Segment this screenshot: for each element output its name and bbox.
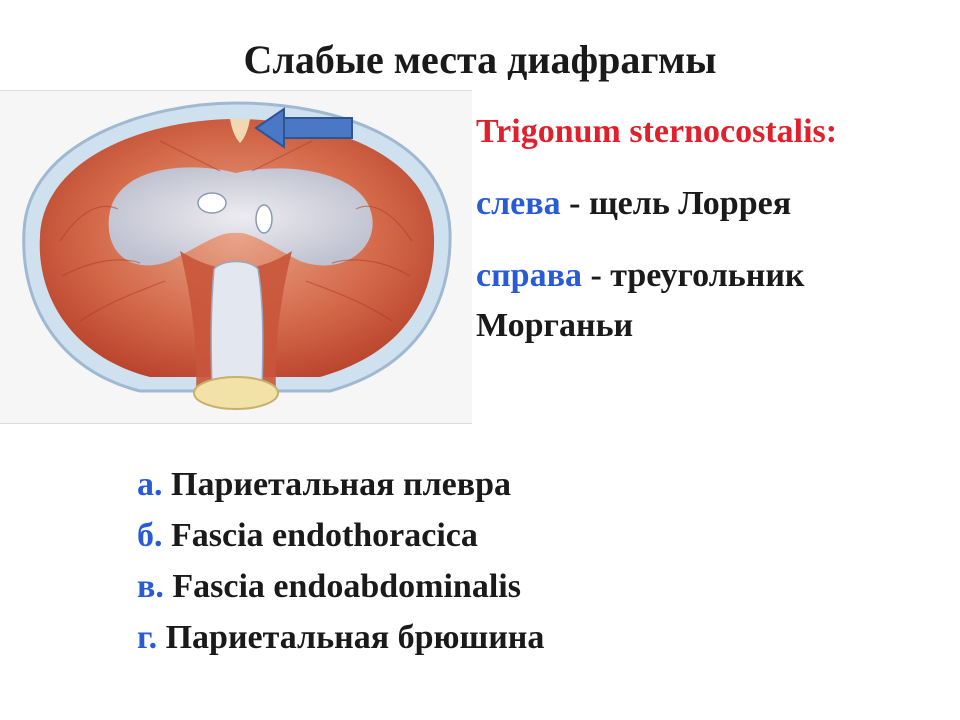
- vertebral-body: [194, 377, 278, 409]
- slide-title: Слабые места диафрагмы: [243, 37, 717, 82]
- diaphragm-illustration: [0, 91, 472, 423]
- layer-letter: б.: [137, 517, 163, 554]
- right-gap-text: - треугольник: [581, 257, 805, 294]
- layer-item: [137, 618, 544, 658]
- right-word: справа: [476, 257, 582, 294]
- layer-text: Париетальная плевра: [162, 466, 512, 503]
- right-gap-line: [476, 256, 805, 296]
- right-gap-line-2: Морганьи: [476, 307, 634, 344]
- layer-item: [137, 465, 511, 505]
- layer-item: [137, 567, 521, 607]
- left-gap-text: - щель Лоррея: [560, 185, 792, 222]
- layer-text: Париетальная брюшина: [157, 619, 545, 656]
- esophageal-hiatus: [256, 205, 272, 233]
- layer-letter: а.: [137, 466, 163, 503]
- layer-letter: г.: [137, 619, 158, 656]
- caval-foramen: [198, 193, 226, 213]
- layer-letter: в.: [137, 568, 164, 605]
- aorta: [211, 262, 263, 388]
- layer-text: Fascia endothoracica: [162, 517, 478, 554]
- layer-item: [137, 516, 478, 556]
- trigonum-heading: Trigonum sternocostalis:: [476, 113, 838, 150]
- left-word: слева: [476, 185, 561, 222]
- left-gap-line: [476, 184, 791, 224]
- layer-text: Fascia endoabdominalis: [163, 568, 521, 605]
- diaphragm-figure: [0, 90, 472, 424]
